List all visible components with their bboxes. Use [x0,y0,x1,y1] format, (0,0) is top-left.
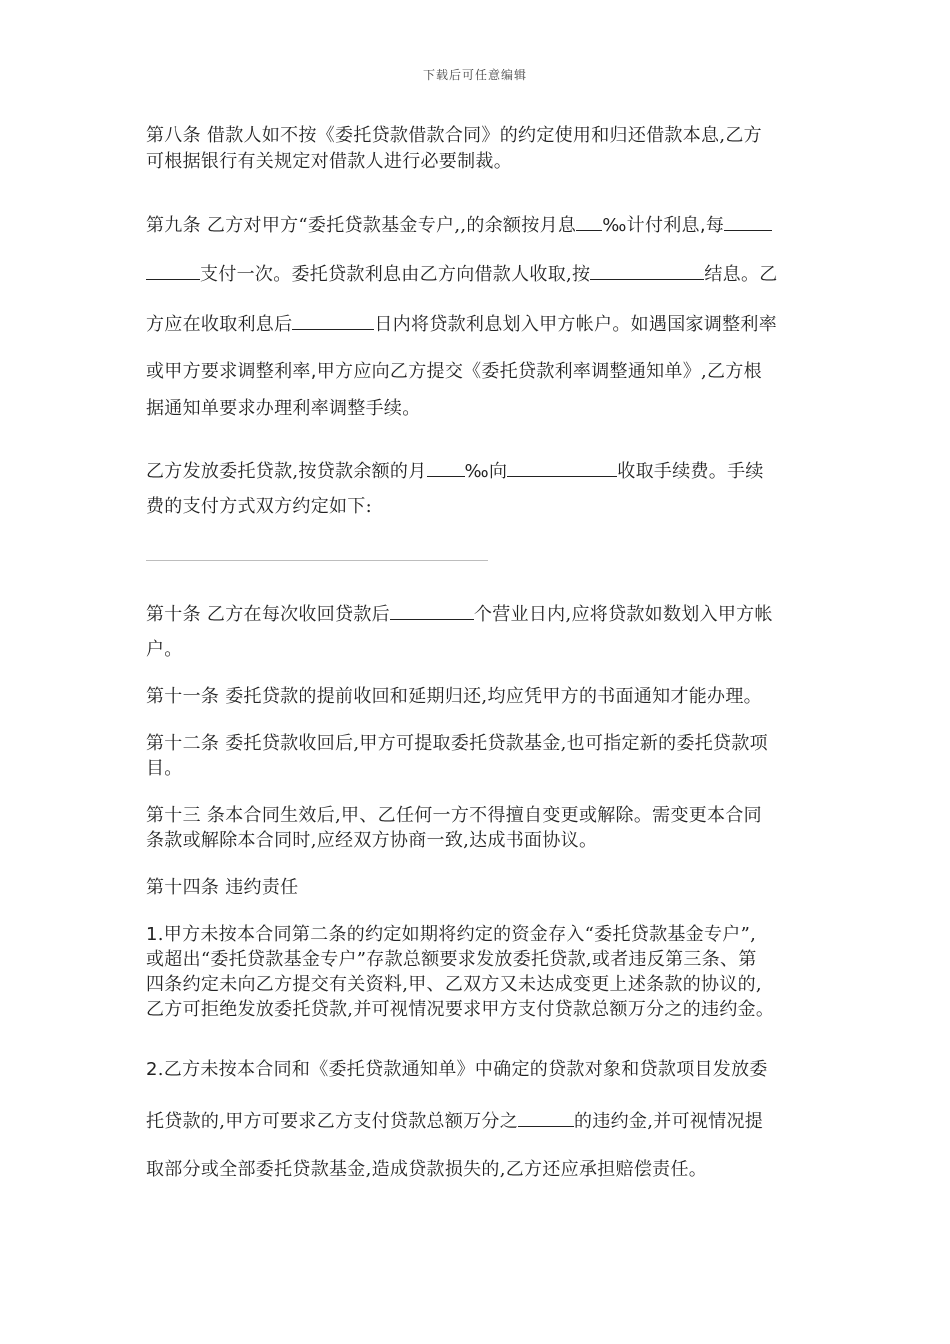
text-run: 之 [499,1111,519,1132]
text-run: 1 [146,924,158,945]
fee-line-2: 费的支付方式双方约定如下: [146,496,372,517]
article-9-line-1 [146,213,772,237]
text-run: 乙方发放委托贷款,按贷款余额 [146,461,390,482]
article-14-p1-line-1 [146,924,756,946]
text-run: 续费。手续 [672,461,764,482]
text-run: 约金,并可视情况提 [610,1111,764,1132]
article-11: 第十一条 委托贷款的提前收回和延期归还,均应凭甲方的书面通知才能办理。 [146,686,762,707]
text-run: 2 [146,1059,158,1080]
text-run: ‰向 [464,461,508,482]
article-12-line-1: 第十二条 委托贷款收回后,甲方可提取委托贷款基金,也可指定新的委托贷款项 [146,733,768,754]
text-run: 第九条 乙方对甲方“委托贷款基金专户,,的余额按 [146,215,540,236]
text-run: 月息 [539,215,577,236]
text-run: 或甲方要求调整利率,甲方应向乙方提交《委托贷款利率调整通知单》 [146,361,702,382]
article-9-line-5: 据通知单要求办理利率调整手续。 [146,398,421,419]
text-run: 第十条 乙方在每次收回贷 [146,604,354,625]
text-run: 定的贷款对象和贷款项目发放委 [511,1059,768,1080]
article-8-line-1: 第八条 借款人如不按《委托贷款借款合同》的约定使用和归还借款本息,乙方 [146,125,762,146]
blank-field-fee-payer[interactable] [507,459,617,477]
text-run: 托贷款的,甲方可要求乙方支付贷款总额万分 [146,1111,500,1132]
blank-field-fee-rate[interactable] [427,459,465,477]
blank-line-fee-agreement[interactable] [146,560,488,561]
text-run: 付一次。委托贷款利息由乙方向借款人收取,按 [218,264,591,285]
text-run: 。乙 [740,264,778,285]
article-14-p1-line-3: 四条约定未向乙方提交有关资料,甲、乙双方又未达成变更上述条款的协议的, [146,974,762,995]
text-run: 《委托贷款通知单》中确 [310,1059,512,1080]
text-run: 日内将贷款利息划入甲方帐户。如遇国家调整利率 [374,314,778,335]
article-9-line-2 [146,262,778,286]
text-run: 的违 [574,1111,611,1132]
blank-field-penalty-rate[interactable] [518,1109,574,1127]
text-run: 日内,应将贷款如数划入甲方帐 [528,604,773,625]
article-14-title: 第十四条 违约责任 [146,877,299,898]
text-run: ,乙方根 [701,361,762,382]
text-run: 支 [200,264,219,285]
text-run: 个营业 [473,604,529,625]
blank-field-settlement-method[interactable] [590,262,704,280]
page-header: 下载后可任意编辑 [422,68,527,82]
article-14-p2-line-2 [146,1109,763,1133]
article-14-p1-line-4: 乙方可拒绝发放委托贷款,并可视情况要求甲方支付贷款总额万分之的违约金。 [146,999,775,1020]
text-run: .乙方未按本合同和 [157,1059,311,1080]
text-run: 款后 [353,604,390,625]
article-14-p2-line-1 [146,1059,768,1081]
text-run: 取部分或全部委托贷款基金, [146,1159,372,1180]
article-13-line-2: 条款或解除本合同时,应经双方协商一致,达成书面协议。 [146,830,598,851]
blank-field-monthly-rate[interactable] [576,213,602,231]
text-run: 成贷款损失的,乙方还应承担赔偿责任。 [389,1159,708,1180]
article-12-line-2: 目。 [146,758,183,779]
text-run: 后 [274,314,293,335]
text-run: 的月 [389,461,427,482]
article-9-line-3 [146,312,777,336]
text-run: 造 [371,1159,390,1180]
fee-line-1 [146,459,764,483]
article-14-p2-line-3 [146,1159,707,1181]
blank-field-payment-period-cont[interactable] [146,262,200,280]
text-run: 收取手 [617,461,673,482]
article-8-line-2: 可根据银行有关规定对借款人进行必要制裁。 [146,151,512,172]
text-run: .甲方未按本合同第二条的约定如期将约定的资金存入“委托贷款基金专户”, [157,924,757,945]
blank-field-business-days[interactable] [390,602,474,620]
text-run: ‰计付利息,每 [602,215,725,236]
article-9-line-4 [146,361,762,383]
article-10-line-2: 户。 [146,639,183,660]
blank-field-payment-period[interactable] [724,213,772,231]
text-run: 方应在收取利息 [146,314,275,335]
text-run: 结息 [704,264,741,285]
article-14-p1-line-2: 或超出“委托贷款基金专户”存款总额要求发放委托贷款,或者违反第三条、第 [146,949,757,970]
blank-field-transfer-days[interactable] [292,312,374,330]
article-13-line-1: 第十三 条本合同生效后,甲、乙任何一方不得擅自变更或解除。需变更本合同 [146,805,762,826]
article-10-line-1 [146,602,773,626]
